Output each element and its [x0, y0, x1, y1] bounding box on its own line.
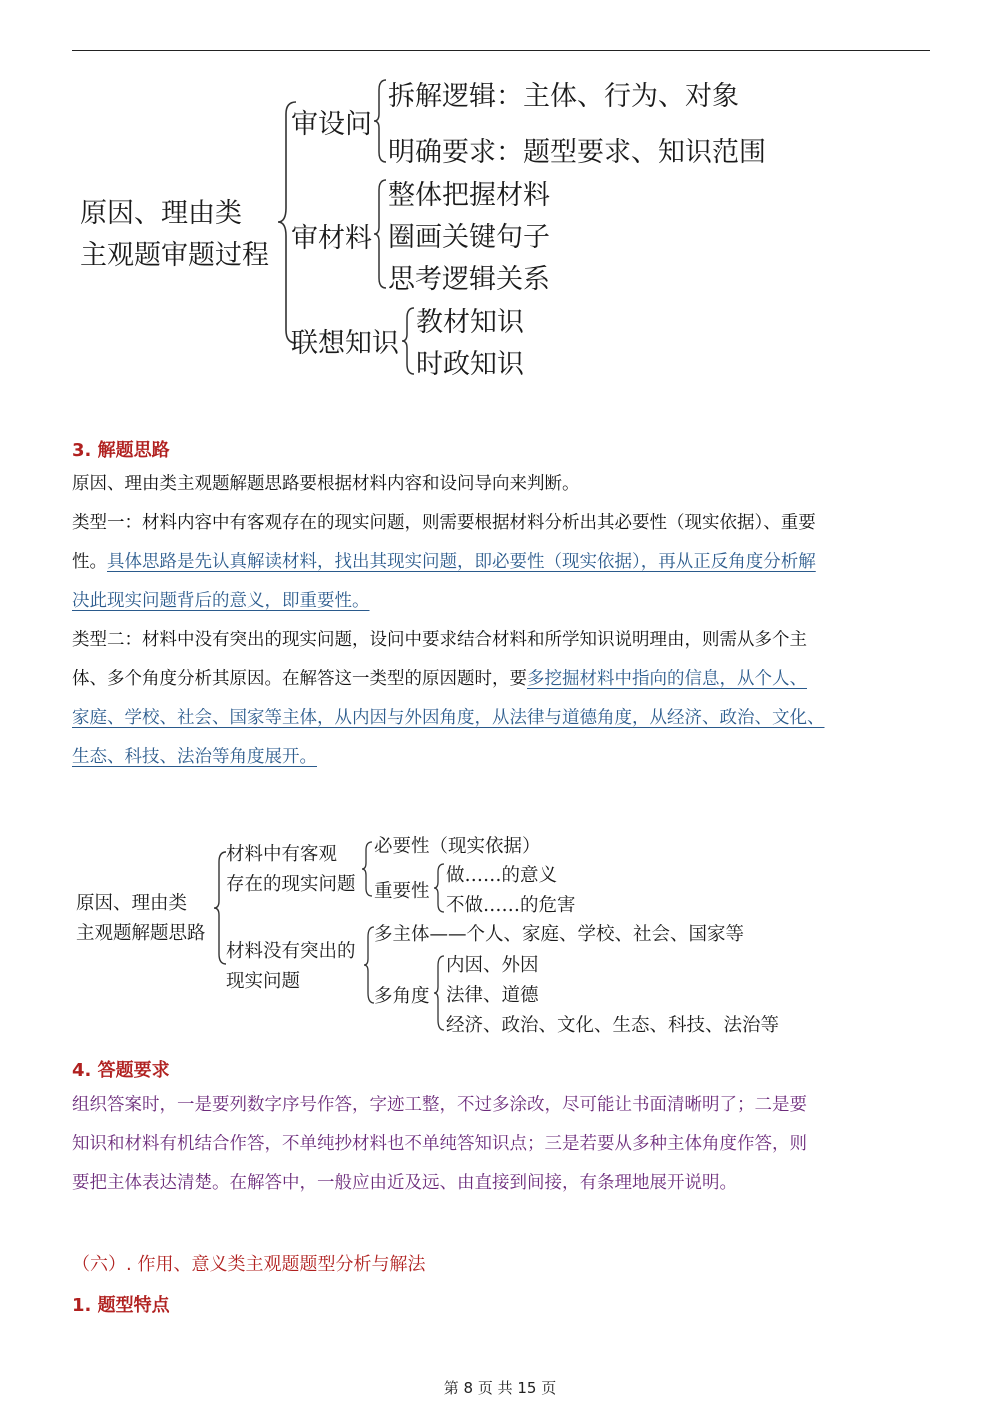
diagram1-root-line2: 主观题审题过程	[80, 240, 269, 271]
type1-line1: 类型一：材料内容中有客观存在的现实问题，则需要根据材料分析出其必要性（现实依据）、重要	[72, 513, 816, 533]
diagram2-root-line2: 主观题解题思路	[76, 923, 206, 944]
type2-line1: 类型二：材料中没有突出的现实问题，设问中要求结合材料和所学知识说明理由，则需从多个主	[72, 630, 807, 650]
diagram1-knowledge-item-1: 教材知识	[416, 307, 524, 338]
diagram1-knowledge-item-2: 时政知识	[416, 349, 524, 380]
diagram1-material-item-2: 圈画关键句子	[388, 222, 550, 253]
section-3-body	[72, 465, 932, 777]
diagram2-root-line1: 原因、理由类	[76, 893, 188, 914]
type1-underlined-2: 决此现实问题背后的意义，即重要性。	[72, 591, 370, 611]
type2-underlined-2: 家庭、学校、社会、国家等主体，从内因与外因角度，从法律与道德角度，从经济、政治、文化、	[72, 708, 825, 728]
diagram1-question-item-1: 拆解逻辑：主体、行为、对象	[388, 81, 739, 112]
diagram2-brace-importance	[432, 862, 446, 914]
diagram2-brace-a	[360, 840, 374, 898]
diagram1-question-item-2: 明确要求：题型要求、知识范围	[388, 137, 766, 168]
diagram2-angle-item-3: 经济、政治、文化、生态、科技、法治等	[446, 1015, 780, 1036]
section-3-heading: 3. 解题思路	[72, 440, 170, 461]
type2-line4	[72, 738, 932, 777]
page-footer: 第 8 页 共 15 页	[443, 1379, 557, 1397]
type2-line2-text: 体、多个角度分析其原因。在解答这一类型的原因题时，要	[72, 669, 527, 689]
diagram2-branch-a-line2: 存在的现实问题	[226, 874, 356, 895]
diagram1-brace-question	[372, 78, 388, 164]
type1-underlined-1: 具体思路是先认真解读材料，找出其现实问题，即必要性（现实依据），再从正反角度分析解	[107, 552, 816, 572]
diagram2-importance-item-1: 做……的意义	[446, 865, 558, 886]
diagram1-root-line1: 原因、理由类	[80, 198, 242, 229]
diagram2-branch-a-line1: 材料中有客观	[226, 844, 338, 865]
diagram1-brace-knowledge	[400, 306, 416, 376]
section-4-body	[72, 1086, 932, 1203]
diagram2-necessity: 必要性（现实依据）	[374, 836, 541, 857]
type2-line3	[72, 699, 932, 738]
diagram2-multi-subject	[374, 920, 744, 946]
diagram2-brace-angle	[432, 954, 446, 1032]
diagram2-multi-subject-label: 多主体	[374, 924, 430, 945]
section-4-line-3: 要把主体表达清楚。在解答中，一般应由近及远、由直接到间接，有条理地展开说明。	[72, 1173, 737, 1193]
diagram2-importance-item-2: 不做……的危害	[446, 895, 576, 916]
diagram1-material-item-3: 思考逻辑关系	[388, 264, 550, 295]
section-3-intro: 原因、理由类主观题解题思路要根据材料内容和设问导向来判断。	[72, 474, 580, 494]
type1-line2-text: 性。	[72, 552, 107, 572]
diagram2-angle-item-2: 法律、道德	[446, 985, 539, 1006]
type1-line2	[72, 543, 932, 582]
diagram1-branch-question: 审设问	[291, 109, 372, 140]
header-rule	[72, 50, 930, 51]
section-4-line-2: 知识和材料有机结合作答，不单纯抄材料也不单纯答知识点；三是若要从多种主体角度作答，则	[72, 1134, 807, 1154]
diagram2-importance: 重要性	[374, 881, 430, 902]
diagram1-branch-knowledge: 联想知识	[291, 328, 399, 359]
type2-line2	[72, 660, 932, 699]
type1-line3	[72, 582, 932, 621]
diagram1-brace-material	[372, 178, 388, 290]
section-4-line-1: 组织答案时，一是要列数字序号作答，字迹工整，不过多涂改，尽可能让书面清晰明了；二是要	[72, 1095, 807, 1115]
type2-underlined-3: 生态、科技、法治等角度展开。	[72, 747, 317, 767]
diagram1-material-item-1: 整体把握材料	[388, 180, 550, 211]
section-6-sub-heading: 1. 题型特点	[72, 1295, 170, 1316]
diagram2-branch-b-line2: 现实问题	[226, 971, 301, 992]
section-4-heading: 4. 答题要求	[72, 1060, 170, 1081]
diagram2-branch-b-line1: 材料没有突出的	[226, 941, 356, 962]
diagram2-multi-subject-items: ——个人、家庭、学校、社会、国家等	[429, 924, 745, 945]
section-6-heading: （六）. 作用、意义类主观题题型分析与解法	[72, 1254, 426, 1275]
diagram2-multi-angle: 多角度	[374, 986, 430, 1007]
diagram2-angle-item-1: 内因、外因	[446, 955, 539, 976]
diagram1-branch-material: 审材料	[291, 223, 372, 254]
type2-underlined-1: 多挖掘材料中指向的信息，从个人、	[527, 669, 807, 689]
